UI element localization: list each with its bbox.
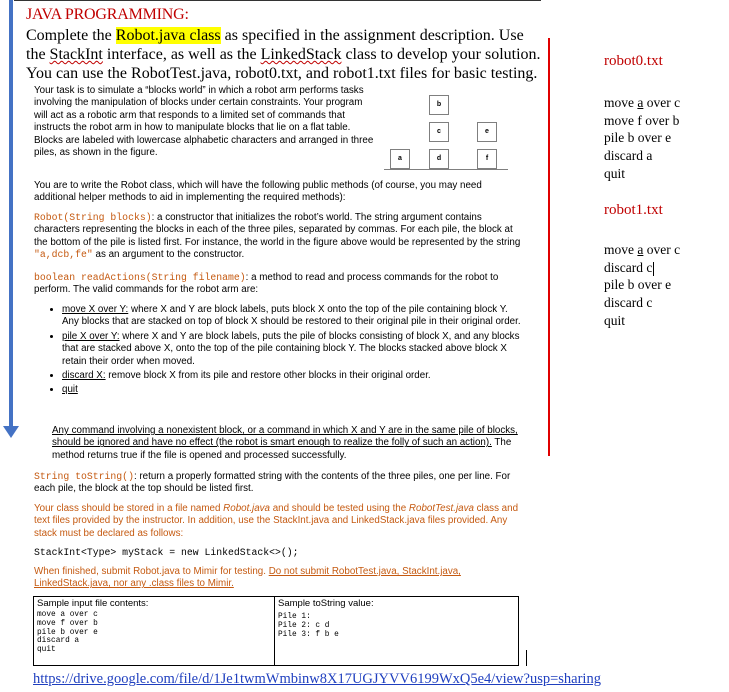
text-cursor — [526, 650, 527, 666]
read-actions-paragraph: boolean readActions(String filename): a method to read and process commands for the robot to perform. The valid commands for the robot arm are: — [34, 272, 499, 296]
constructor-example: "a,dcb,fe" — [34, 249, 93, 261]
constructor-paragraph: Robot(String blocks): a constructor that initializes the robot’s world. The string argument contains characters representing the blocks in each of the three piles, separated by commas. For each pile, the block at the bottom of the pile is listed first. For instance, the world in the figure above would be represented by the string "a,dcb,fe" as an argument to the constructor. — [34, 212, 521, 261]
sample-output-line: Pile 3: f b e — [278, 630, 339, 639]
robot1-line: pile b over e — [604, 277, 672, 293]
highlighted-robot-class: Robot.java class — [115, 27, 221, 44]
linkedstack-word: LinkedStack — [260, 46, 342, 63]
task-description: Your task is to simulate a “blocks world” in which a robot arm performs tasks involving the manipulation of blocks under certain constraints. Your program will act as a robotic arm that responds to a limited set of commands that instructs the robot arm in how to manipulate blocks that lie on a flat table. Blocks are labeled with lowercase alphabetic characters and arranged in three piles, as shown in the figure. — [34, 85, 374, 159]
blue-arrow-down-icon — [3, 426, 19, 438]
tostring-signature: String toString() — [34, 471, 134, 482]
frame-top-border — [14, 0, 541, 1]
blue-arrow-shaft — [9, 0, 13, 428]
table-surface — [384, 169, 508, 170]
robot0-line: pile b over e — [604, 130, 672, 146]
command-move: • move X over Y: where X and Y are block labels, puts block X onto the top of the pile containing block Y. Any blocks that are stacked on top of block X should be restored to their original pile in their original order. — [62, 304, 526, 329]
sample-output-line: Pile 1: — [278, 613, 311, 621]
submit-paragraph: When finished, submit Robot.java to Mimir for testing. Do not submit RobotTest.java, StackInt.java, LinkedStack.java, nor any .class files to Mimir. — [34, 566, 461, 590]
command-pile: • pile X over Y: where X and Y are block labels, puts the pile of blocks consisting of block X, and any blocks that are stacked above X, onto the top of the pile containing block Y. The blocks stacked above block X retain their order when moved. — [62, 331, 526, 368]
block-a: a — [390, 149, 410, 169]
commands-list — [40, 304, 526, 399]
red-vertical-line — [548, 38, 550, 456]
robot0-commands — [604, 94, 680, 183]
stack-declaration: StackInt<Type> myStack = new LinkedStack<>(); — [34, 547, 299, 558]
google-drive-link[interactable]: https://drive.google.com/file/d/1Je1twmWmbinw8X17UGJYVV6199WxQ5e4/view?usp=sharing — [33, 671, 601, 687]
sample-output-header: Sample toString value: — [278, 598, 374, 609]
sample-output-column — [275, 597, 518, 665]
storage-paragraph: Your class should be stored in a file named Robot.java and should be tested using the RobotTest.java class and text files provided by the instructor. In addition, use the StackInt.java and LinkedStack.java files provided. Any stack must be declared as follows: — [34, 503, 519, 539]
sample-input-line: quit — [37, 646, 56, 655]
sample-input-line: pile b over e — [37, 628, 98, 637]
sample-input-column — [34, 597, 274, 665]
block-c: c — [429, 122, 449, 142]
block-d: d — [429, 149, 449, 169]
blocks-figure — [384, 92, 534, 172]
block-b: b — [429, 95, 449, 115]
write-class-paragraph: You are to write the Robot class, which will have the following public methods (of course, you may need additional helper methods to aid in implementing the required methods): — [34, 180, 482, 204]
sample-input-line: discard a — [37, 637, 80, 646]
text-caret — [653, 262, 654, 276]
command-discard: • discard X: remove block X from its pile and restore other blocks in their original order. — [62, 370, 526, 382]
sample-output-line: Pile 2: c d — [278, 621, 330, 630]
robot1-line: quit — [604, 312, 626, 328]
nonexistent-paragraph: Any command involving a nonexistent block, or a command in which X and Y are in the same pile of blocks, should be ignored and have no effect (the robot is smart enough to realize the folly of such an action). The method returns true if the file is opened and processed successfully. — [52, 425, 518, 461]
intro-paragraph: Complete the Robot.java class as specified in the assignment description. Use the StackInt interface, as well as the LinkedStack class to develop your solution. You can use the RobotTest.java, robot0.txt, and robot1.txt files for basic testing. — [26, 27, 541, 82]
robot0-line: quit — [604, 165, 626, 181]
robot1-line: discard c — [604, 259, 653, 275]
constructor-signature: Robot(String blocks) — [34, 212, 152, 223]
command-quit: • quit — [62, 384, 526, 396]
robot0-line: move a over c — [604, 95, 681, 110]
page-title: JAVA PROGRAMMING: — [26, 6, 189, 23]
sample-input-header: Sample input file contents: — [37, 598, 149, 609]
robot0-line: move f over b — [604, 112, 680, 128]
block-e: e — [477, 122, 497, 142]
robot1-title: robot1.txt — [604, 202, 663, 218]
sample-input-line: move a over c — [37, 611, 98, 619]
read-actions-signature: boolean readActions(String filename) — [34, 272, 246, 283]
sample-input-line: move f over b — [37, 619, 98, 628]
sample-table — [33, 596, 519, 666]
robot0-line: discard a — [604, 148, 653, 164]
tostring-paragraph: String toString(): return a properly formatted string with the contents of the three piles, one per line. For each pile, the block at the top should be listed first. — [34, 471, 511, 495]
robot1-line: discard c — [604, 295, 653, 311]
robot1-commands — [604, 241, 680, 330]
robot0-title: robot0.txt — [604, 53, 663, 69]
robot1-line: move a over c — [604, 242, 681, 257]
block-f: f — [477, 149, 497, 169]
stackint-word: StackInt — [49, 46, 103, 63]
